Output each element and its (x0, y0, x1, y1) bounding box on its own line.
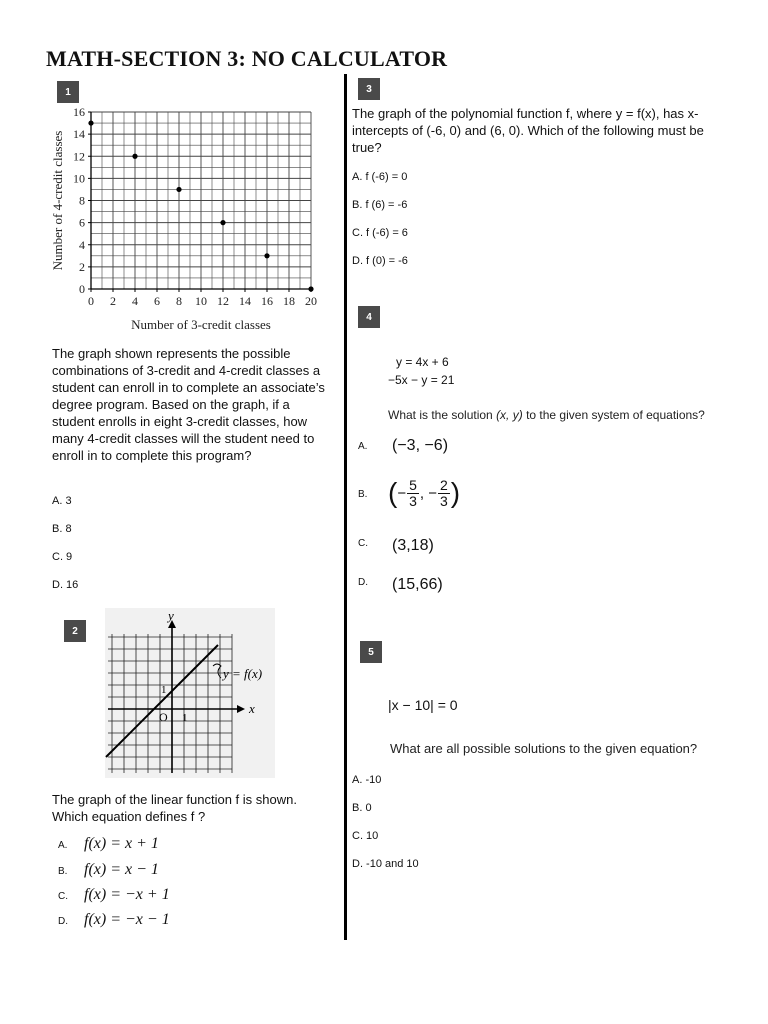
q4-option-d-math[interactable]: (15,66) (392, 576, 443, 593)
q1-option-a[interactable]: A. 3 (52, 495, 72, 507)
question-3-badge: 3 (358, 78, 380, 100)
x-tick-label: 2 (110, 294, 116, 308)
q2-option-c-letter[interactable]: C. (58, 891, 68, 902)
y-tick-label: 8 (79, 193, 85, 208)
denominator-1: 3 (409, 492, 417, 509)
q5-option-a[interactable]: A. -10 (352, 774, 382, 786)
data-point (132, 154, 137, 159)
q4-option-d-letter[interactable]: D. (358, 577, 368, 588)
q2-option-a-letter[interactable]: A. (58, 840, 68, 851)
data-point (176, 187, 181, 192)
q2-option-b-letter[interactable]: B. (58, 866, 68, 877)
x-tick-label: 16 (261, 294, 273, 308)
numerator-1: 5 (409, 476, 417, 493)
x-tick-label: 12 (217, 294, 229, 308)
q4-option-c-letter[interactable]: C. (358, 538, 368, 549)
x-axis-label: x (249, 701, 255, 716)
y-tick-label: 4 (79, 237, 85, 252)
q4-question-var: (x, y) (496, 408, 523, 422)
q3-option-c[interactable]: C. f (-6) = 6 (352, 227, 408, 239)
data-point (220, 220, 225, 225)
data-point (308, 286, 313, 291)
y-tick-label: 10 (73, 171, 85, 186)
open-paren: ( (388, 477, 398, 508)
x-tick-label: 14 (239, 294, 251, 308)
question-2-badge: 2 (64, 620, 86, 642)
x-tick-one: 1 (182, 712, 188, 724)
q5-option-d[interactable]: D. -10 and 10 (352, 858, 419, 870)
y-axis-label: y (168, 608, 174, 623)
y-axis-title: Number of 4-credit classes (50, 130, 65, 271)
denominator-2: 3 (440, 492, 448, 509)
q1-option-d[interactable]: D. 16 (52, 579, 79, 591)
fraction-2 (438, 478, 450, 509)
q4-option-a-math[interactable]: (−3, −6) (392, 437, 449, 454)
q4-question-post: to the given system of equations? (526, 408, 705, 422)
q2-option-b-math[interactable]: f(x) = x − 1 (84, 861, 159, 878)
q2-option-c-math[interactable]: f(x) = −x + 1 (84, 886, 170, 903)
graph-background (105, 608, 275, 778)
x-tick-label: 8 (176, 294, 182, 308)
q2-option-d-math[interactable]: f(x) = −x − 1 (84, 911, 170, 928)
question-2-text: The graph of the linear function f is shown. Which equation defines f ? (52, 792, 297, 824)
question-3-text: The graph of the polynomial function f, where y = f(x), has x-intercepts of (-6, 0) and (6, 0). Which of the following must be true? (352, 106, 704, 155)
question-1-text: The graph shown represents the possible combinations of 3-credit and 4-credit classes a student can enroll in to complete an associate’s degree program. Based on the graph, if a student enrolls in eight 3-credit classes, how many 4-credit classes will the student need to enroll in to complete this program? (52, 346, 325, 463)
y-tick-label: 0 (79, 282, 85, 296)
q1-option-c[interactable]: C. 9 (52, 551, 73, 563)
y-tick-label: 12 (73, 149, 85, 164)
separator: , − (419, 484, 437, 502)
q5-option-c[interactable]: C. 10 (352, 830, 379, 842)
x-tick-label: 10 (195, 294, 207, 308)
page-title: MATH-SECTION 3: NO CALCULATOR (46, 46, 448, 71)
y-tick-label: 2 (79, 259, 85, 274)
q4-option-c-math[interactable]: (3,18) (392, 537, 434, 554)
q1-scatter-chart (48, 104, 338, 336)
column-divider (344, 74, 347, 940)
x-axis-title: Number of 3-credit classes (131, 317, 271, 332)
neg-sign: − (397, 484, 407, 502)
q5-question: What are all possible solutions to the given equation? (390, 741, 698, 756)
q3-option-b[interactable]: B. f (6) = -6 (352, 199, 408, 211)
question-1-badge: 1 (57, 81, 79, 103)
y-tick-label: 6 (79, 215, 85, 230)
q3-option-a[interactable]: A. f (-6) = 0 (352, 171, 408, 183)
data-point (264, 253, 269, 258)
data-point (88, 120, 93, 125)
q2-linear-graph (100, 608, 280, 778)
numerator-2: 2 (440, 476, 448, 493)
y-tick-one: 1 (161, 684, 167, 696)
q4-option-b-letter[interactable]: B. (358, 489, 368, 500)
y-tick-label: 16 (73, 105, 85, 119)
x-tick-label: 0 (88, 294, 94, 308)
origin-label: O (159, 710, 168, 724)
q4-option-a-letter[interactable]: A. (358, 441, 368, 452)
q5-option-b[interactable]: B. 0 (352, 802, 372, 814)
x-tick-label: 20 (305, 294, 317, 308)
question-4-badge: 4 (358, 306, 380, 328)
q2-option-d-letter[interactable]: D. (58, 916, 68, 927)
q2-option-a-math[interactable]: f(x) = x + 1 (84, 835, 159, 852)
curve-label: y = f(x) (223, 666, 263, 681)
q4-equation-2: −5x − y = 21 (388, 373, 455, 387)
q4-question-pre: What is the solution (388, 408, 493, 422)
q4-option-b-math[interactable] (388, 477, 460, 509)
y-tick-label: 14 (73, 127, 85, 142)
question-5-badge: 5 (360, 641, 382, 663)
q1-option-b[interactable]: B. 8 (52, 523, 72, 535)
fraction-1 (407, 478, 419, 509)
q5-equation: |x − 10| = 0 (388, 697, 458, 713)
x-tick-label: 4 (132, 294, 138, 308)
q3-option-d[interactable]: D. f (0) = -6 (352, 255, 408, 267)
q4-equation-1: y = 4x + 6 (396, 355, 449, 369)
x-tick-label: 6 (154, 294, 160, 308)
x-tick-label: 18 (283, 294, 295, 308)
close-paren: ) (450, 477, 461, 508)
q4-question (388, 408, 705, 422)
